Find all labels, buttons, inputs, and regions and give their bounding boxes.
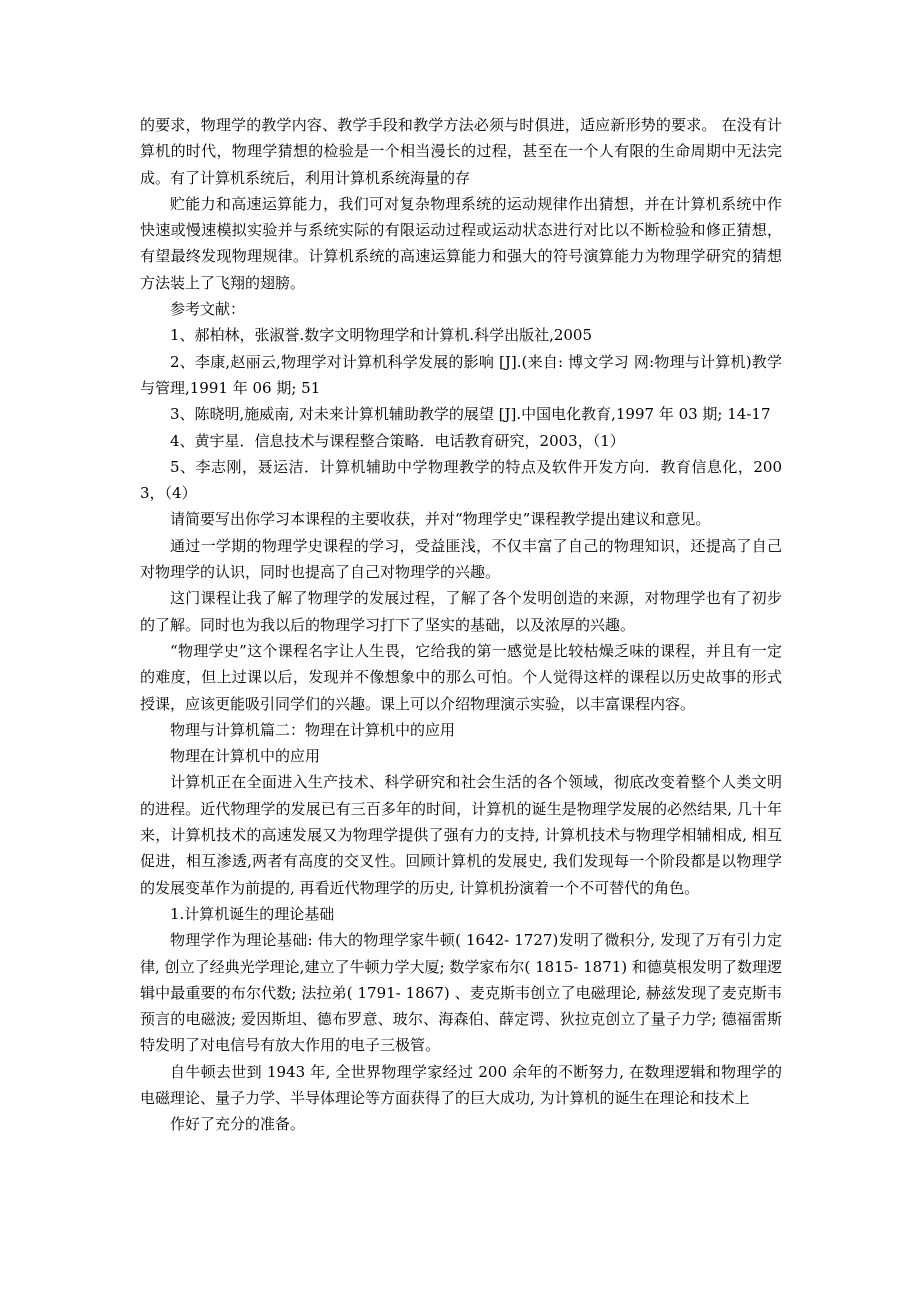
paragraph-answer-3: “物理学史”这个课程名字让人生畏，它给我的第一感觉是比较枯燥乏味的课程，并且有一定的难度，但上过课以后，发现并不像想象中的那么可怕。个人觉得这样的课程以历史故事的形式授课，应该更能吸引同学们的兴趣。课上可以介绍物理演示实验，以丰富课程内容。 [140, 641, 782, 713]
paragraph-1: 的要求，物理学的教学内容、教学手段和教学方法必须与时俱进，适应新形势的要求。 在没有计算机的时代，物理学猜想的检验是一个相当漫长的过程，甚至在一个人有限的生命周期中无法完成。有了计算机系统后，利用计算机系统海量的存 [140, 116, 782, 187]
paragraph-intro: 计算机正在全面进入生产技术、科学研究和社会生活的各个领域，彻底改变着整个人类文明的进程。近代物理学的发展已有三百多年的时间，计算机的诞生是物理学发展的必然结果, 几十年来，计算机技术的高速发展又为物理学提供了强有力的支持, 计算机技术与物理学相辅相成, 相互促进，相互渗透,两者有高度的交叉性。回顾计算机的发展史, 我们发现每一个阶段都是以物理学的发展变革作为前提的, 再看近代物理学的历史, 计算机扮演着一个不可替代的角色。 [140, 773, 782, 897]
paragraph-answer-2: 这门课程让我了解了物理学的发展过程，了解了各个发明创造的来源，对物理学也有了初步的了解。同时也为我以后的物理学习打下了坚实的基础，以及浓厚的兴趣。 [140, 589, 782, 634]
reference-3: 3、陈晓明,施威南, 对未来计算机辅助教学的展望 [J].中国电化教育,1997 年 03 期; 14-17 [170, 405, 771, 424]
article-title: 物理在计算机中的应用 [170, 747, 321, 766]
reference-4: 4、黄宇星．信息技术与课程整合策略．电话教育研究，2003，（1） [170, 431, 625, 450]
paragraph-2: 贮能力和高速运算能力，我们可对复杂物理系统的运动规律作出猜想，并在计算机系统中作快速或慢速模拟实验并与系统实际的有限运动过程或运动状态进行对比以不断检验和修正猜想，有望最终发现物理规律。计算机系统的高速运算能力和强大的符号演算能力为物理学研究的猜想方法装上了飞翔的翅膀。 [140, 194, 782, 292]
references-heading: 参考文献： [170, 300, 246, 319]
paragraph-answer-1: 通过一学期的物理学史课程的学习，受益匪浅，不仅丰富了自己的物理知识，还提高了自己对物理学的认识，同时也提高了自己对物理学的兴趣。 [140, 536, 782, 582]
section-title: 物理与计算机篇二：物理在计算机中的应用 [170, 720, 456, 739]
subsection-heading: 1.计算机诞生的理论基础 [170, 904, 335, 923]
paragraph-closing: 作好了充分的准备。 [170, 1115, 306, 1134]
paragraph-theory: 物理学作为理论基础: 伟大的物理学家牛顿( 1642- 1727)发明了微积分, 发现了万有引力定律, 创立了经典光学理论,建立了牛顿力学大厦; 数学家布尔( 1815- 1871) 和德莫根发明了数理逻辑中最重要的布尔代数; 法拉弟( 1791- 1867) 、麦克斯韦创立了电磁理论, 赫兹发现了麦克斯韦预言的电磁波; 爱因斯坦、德布罗意、玻尔、海森伯、薛定谔、狄拉克创立了量子力学; 德福雷斯特发明了对电信号有放大作用的电子三极管。 [140, 931, 782, 1055]
reference-2: 2、李康,赵丽云,物理学对计算机科学发展的影响 [J].(来自: 博文学习 网:物理与计算机)教学与管理,1991 年 06 期; 51 [140, 352, 782, 397]
question-prompt: 请简要写出你学习本课程的主要收获，并对“物理学史”课程教学提出建议和意见。 [170, 510, 711, 529]
reference-5: 5、李志刚，聂运洁．计算机辅助中学物理教学的特点及软件开发方向．教育信息化，2003，（4） [140, 457, 782, 503]
document-page [140, 112, 782, 1138]
reference-1: 1、郝柏林，张淑誉.数字文明物理学和计算机.科学出版社,2005 [170, 326, 593, 345]
paragraph-history: 自牛顿去世到 1943 年, 全世界物理学家经过 200 余年的不断努力, 在数理逻辑和物理学的电磁理论、量子力学、半导体理论等方面获得了的巨大成功, 为计算机的诞生在理论和技术上 [140, 1062, 782, 1107]
